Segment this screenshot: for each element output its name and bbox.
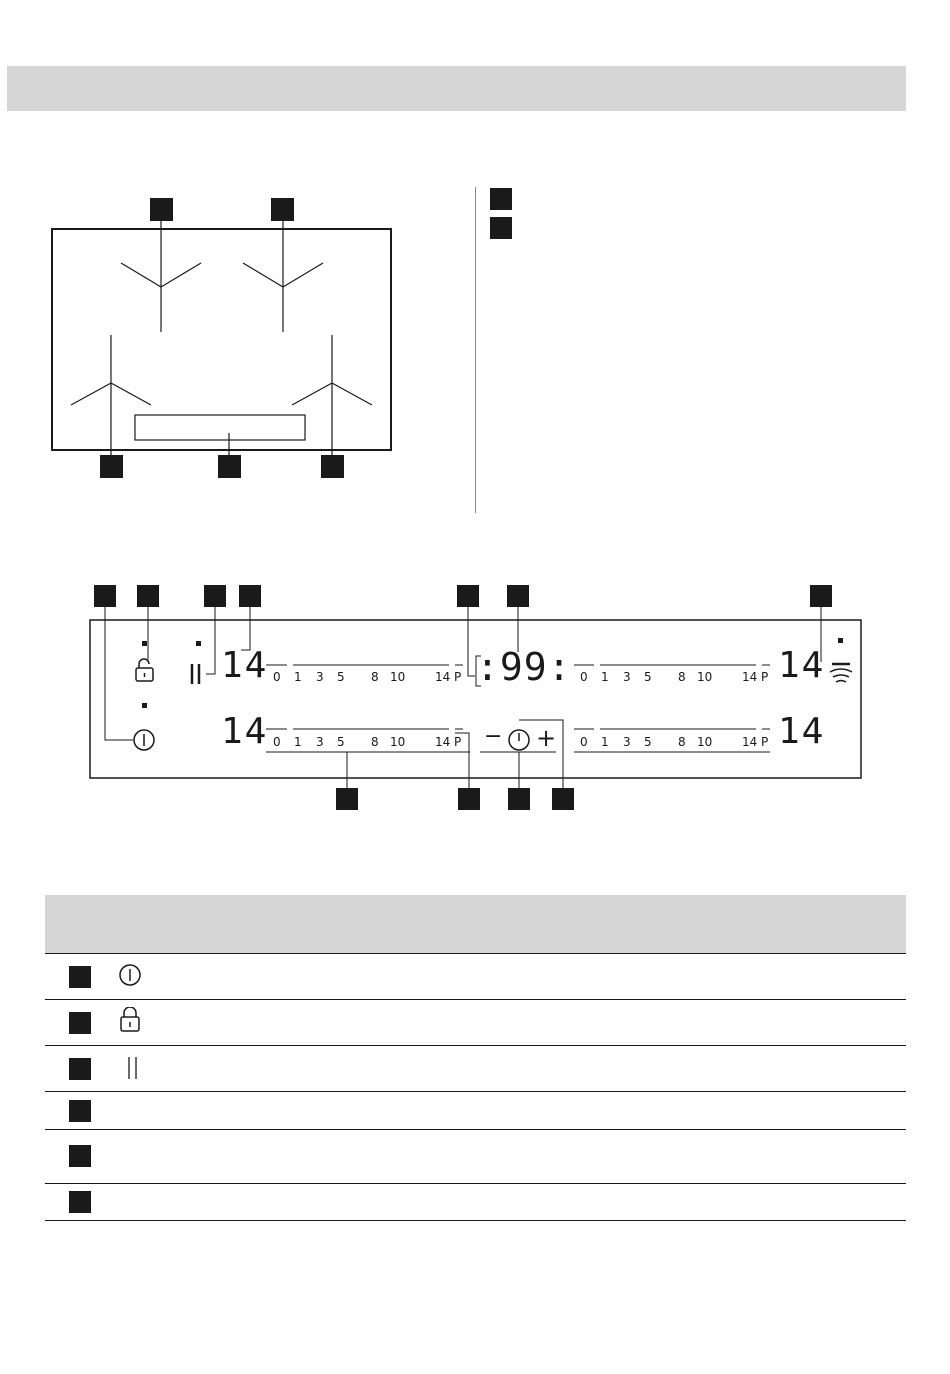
scale-label: 1 bbox=[601, 735, 609, 749]
timer-display: :99: bbox=[476, 645, 572, 689]
callout-marker bbox=[94, 585, 116, 607]
scale-label: 0 bbox=[273, 735, 281, 749]
callout-marker bbox=[457, 585, 479, 607]
indicator-light bbox=[142, 703, 147, 708]
scale-label: 8 bbox=[678, 670, 686, 684]
scale-label: 1 bbox=[294, 670, 302, 684]
scale-label: 14 bbox=[435, 670, 451, 684]
scale-label: P bbox=[761, 735, 769, 749]
scale-label: P bbox=[454, 670, 462, 684]
indicator-light bbox=[838, 638, 843, 643]
power-scale[interactable] bbox=[580, 670, 780, 686]
control-panel-outline bbox=[90, 620, 861, 778]
power-level-display: 14 bbox=[778, 711, 826, 752]
timer-plus-button[interactable]: + bbox=[536, 724, 557, 752]
scale-label: 5 bbox=[644, 735, 652, 749]
scale-label: 0 bbox=[580, 670, 588, 684]
legend-table-header bbox=[45, 895, 906, 954]
power-scale[interactable] bbox=[273, 670, 473, 686]
indicator-light bbox=[196, 641, 201, 646]
scale-label: 5 bbox=[644, 670, 652, 684]
power-scale[interactable] bbox=[580, 735, 780, 751]
power-level-display: 14 bbox=[221, 711, 269, 752]
callout-marker bbox=[239, 585, 261, 607]
scale-label: 3 bbox=[623, 735, 631, 749]
timer-icon bbox=[509, 730, 529, 750]
power-level-display: 14 bbox=[778, 645, 826, 686]
scale-label: 8 bbox=[371, 670, 379, 684]
power-scale[interactable] bbox=[273, 735, 473, 751]
scale-label: 3 bbox=[623, 670, 631, 684]
callout-marker bbox=[508, 788, 530, 810]
scale-label: 3 bbox=[316, 735, 324, 749]
legend-row bbox=[45, 1184, 906, 1221]
scale-label: 1 bbox=[294, 735, 302, 749]
callout-marker bbox=[69, 1012, 91, 1034]
scale-label: 8 bbox=[678, 735, 686, 749]
legend-row bbox=[45, 954, 906, 1000]
indicator-light bbox=[142, 641, 147, 646]
callout-marker bbox=[69, 1058, 91, 1080]
callout-marker bbox=[507, 585, 529, 607]
scale-label: P bbox=[761, 670, 769, 684]
legend-row bbox=[45, 1046, 906, 1092]
callout-marker bbox=[137, 585, 159, 607]
lock-icon bbox=[117, 1007, 143, 1035]
pause-icon bbox=[192, 664, 199, 684]
callout-marker bbox=[69, 1191, 91, 1213]
scale-label: 8 bbox=[371, 735, 379, 749]
power-icon bbox=[134, 730, 154, 750]
callout-marker bbox=[204, 585, 226, 607]
pause-icon bbox=[123, 1055, 143, 1081]
legend-row bbox=[45, 1092, 906, 1130]
scale-label: 10 bbox=[697, 735, 713, 749]
legend-row bbox=[45, 1130, 906, 1184]
scale-label: 5 bbox=[337, 735, 345, 749]
scale-label: 10 bbox=[390, 670, 406, 684]
scale-label: 0 bbox=[580, 735, 588, 749]
legend-row bbox=[45, 1000, 906, 1046]
scale-label: 10 bbox=[390, 735, 406, 749]
power-level-display: 14 bbox=[221, 645, 269, 686]
callout-marker bbox=[810, 585, 832, 607]
scale-label: 14 bbox=[742, 670, 758, 684]
scale-label: 14 bbox=[742, 735, 758, 749]
timer-minus-button[interactable]: − bbox=[484, 724, 503, 749]
hob2hood-icon bbox=[830, 664, 852, 682]
callout-marker bbox=[552, 788, 574, 810]
power-icon bbox=[117, 962, 143, 988]
scale-label: 5 bbox=[337, 670, 345, 684]
scale-label: 14 bbox=[435, 735, 451, 749]
callout-marker bbox=[336, 788, 358, 810]
callout-marker bbox=[458, 788, 480, 810]
scale-label: 0 bbox=[273, 670, 281, 684]
scale-label: 10 bbox=[697, 670, 713, 684]
callout-marker bbox=[69, 966, 91, 988]
scale-label: 3 bbox=[316, 670, 324, 684]
callout-marker bbox=[69, 1145, 91, 1167]
symbol-legend-table bbox=[45, 895, 906, 1221]
lock-icon bbox=[136, 659, 153, 681]
scale-label: 1 bbox=[601, 670, 609, 684]
callout-marker bbox=[69, 1100, 91, 1122]
scale-label: P bbox=[454, 735, 462, 749]
